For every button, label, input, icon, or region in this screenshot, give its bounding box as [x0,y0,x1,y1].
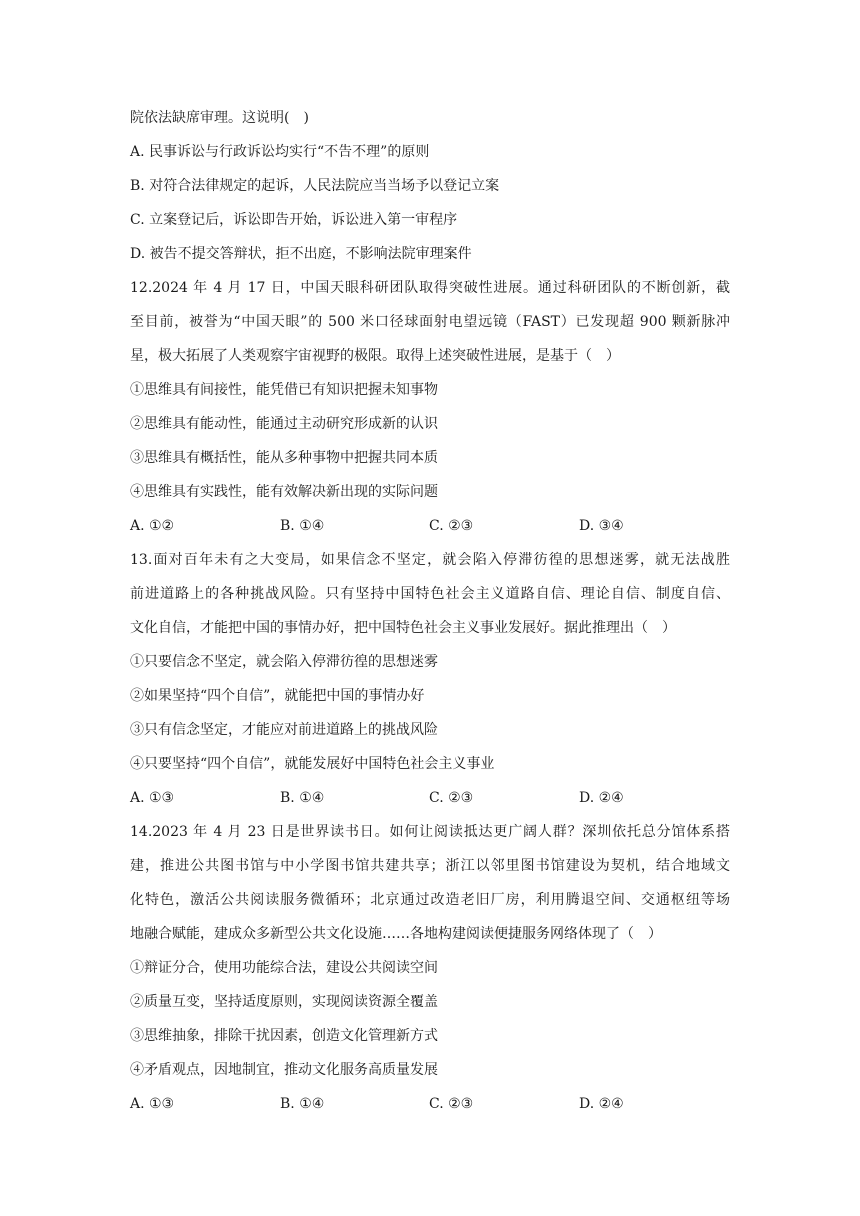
q12-statement-4: ④思维具有实践性，能有效解决新出现的实际问题 [130,484,438,500]
q13-stem-line-3: 文化自信，才能把中国的事情办好，把中国特色社会主义事业发展好。据此推理出（ ） [130,620,676,636]
q13-choice-c: C. ②③ [429,790,474,806]
q13-choice-b: B. ①④ [280,790,325,806]
q13-choices [130,788,730,808]
q13-stem-line-1: 13.面对百年未有之大变局，如果信念不坚定，就会陷入停滞彷徨的思想迷雾，就无法战胜 [130,552,730,568]
q12-choice-d: D. ③④ [579,518,624,534]
q14-choice-d: D. ②④ [579,1096,624,1112]
q13-choice-a: A. ①③ [130,790,175,806]
q13-statement-2: ②如果坚持“四个自信”，就能把中国的事情办好 [130,688,425,704]
q13-stem-line-2: 前进道路上的各种挑战风险。只有坚持中国特色社会主义道路自信、理论自信、制度自信、 [130,586,730,602]
q12-choice-a: A. ①② [130,518,175,534]
q12-statement-3: ③思维具有概括性，能从多种事物中把握共同本质 [130,450,438,466]
q14-choices [130,1094,730,1114]
q14-stem-line-3: 化特色，激活公共阅读服务微循环；北京通过改造老旧厂房，利用腾退空间、交通枢纽等场 [130,892,730,908]
q12-stem-line-2: 至目前，被誉为“中国天眼”的 500 米口径球面射电望远镜（FAST）已发现超 900 颗新脉冲 [130,314,730,330]
q14-statement-4: ④矛盾观点，因地制宜，推动文化服务高质量发展 [130,1062,438,1078]
q14-stem-line-4: 地融合赋能，建成众多新型公共文化设施……各地构建阅读便捷服务网络体现了（ ） [130,926,662,942]
q14-choice-b: B. ①④ [280,1096,325,1112]
q11-option-b: B. 对符合法律规定的起诉，人民法院应当当场予以登记立案 [130,178,500,194]
q11-stem-end: 院依法缺席审理。这说明( ) [130,110,309,126]
q13-statement-1: ①只要信念不坚定，就会陷入停滞彷徨的思想迷雾 [130,654,438,670]
q13-choice-d: D. ②④ [579,790,624,806]
q12-statement-2: ②思维具有能动性，能通过主动研究形成新的认识 [130,416,438,432]
q12-choices [130,516,730,536]
q12-choice-c: C. ②③ [429,518,474,534]
q13-statement-4: ④只要坚持“四个自信”，就能发展好中国特色社会主义事业 [130,756,495,772]
q11-option-d: D. 被告不提交答辩状，拒不出庭，不影响法院审理案件 [130,246,472,262]
q11-option-a: A. 民事诉讼与行政诉讼均实行“不告不理”的原则 [130,144,430,160]
q14-choice-c: C. ②③ [429,1096,474,1112]
q14-stem-line-1: 14.2023 年 4 月 23 日是世界读书日。如何让阅读抵达更广阔人群？深圳依托总分馆体系搭 [130,824,730,840]
q13-statement-3: ③只有信念坚定，才能应对前进道路上的挑战风险 [130,722,438,738]
q12-stem-line-1: 12.2024 年 4 月 17 日，中国天眼科研团队取得突破性进展。通过科研团队的不断创新，截 [130,280,730,296]
q14-statement-1: ①辩证分合，使用功能综合法，建设公共阅读空间 [130,960,438,976]
q14-stem-line-2: 建，推进公共图书馆与中小学图书馆共建共享；浙江以邻里图书馆建设为契机，结合地域文 [130,858,730,874]
q12-statement-1: ①思维具有间接性，能凭借已有知识把握未知事物 [130,382,438,398]
q14-statement-3: ③思维抽象，排除干扰因素，创造文化管理新方式 [130,1028,438,1044]
q14-statement-2: ②质量互变，坚持适度原则，实现阅读资源全覆盖 [130,994,438,1010]
q12-choice-b: B. ①④ [280,518,325,534]
q11-option-c: C. 立案登记后，诉讼即告开始，诉讼进入第一审程序 [130,212,458,228]
q14-choice-a: A. ①③ [130,1096,175,1112]
q12-stem-line-3: 星，极大拓展了人类观察宇宙视野的极限。取得上述突破性进展，是基于（ ） [130,348,620,364]
